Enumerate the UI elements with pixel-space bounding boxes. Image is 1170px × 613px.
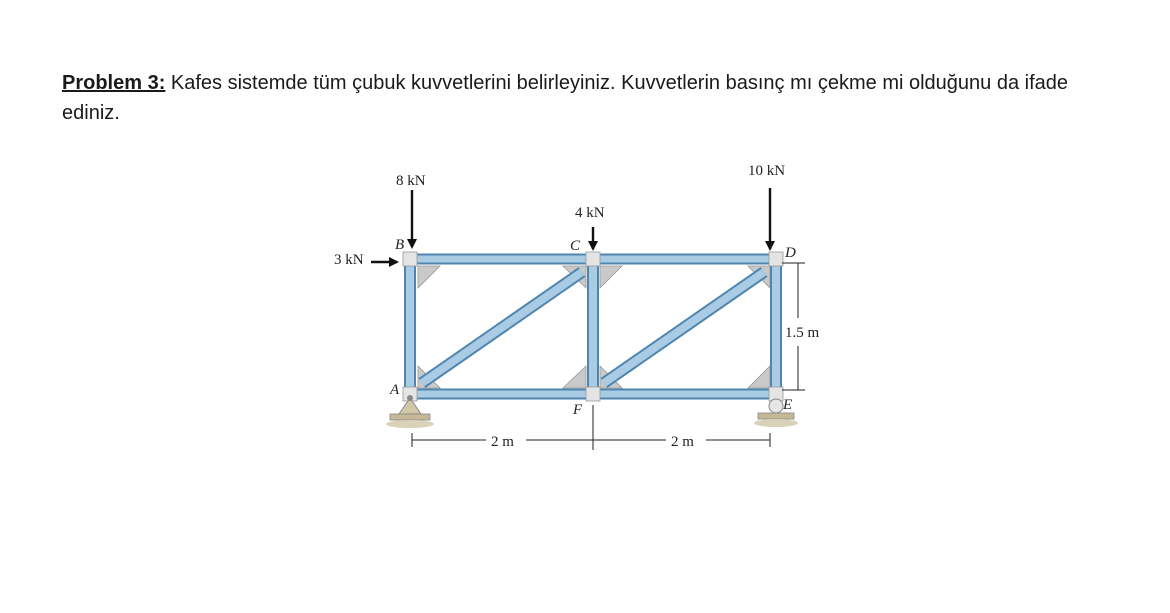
joint-label-e: E [783,397,793,413]
dimension-span-left: 2 m [491,434,514,450]
joint-label-c: C [570,238,581,254]
problem-text: Kafes sistemde tüm çubuk kuvvetlerini belirleyiniz. Kuvvetlerin basınç mı çekme mi olduğunu da ifade ediniz. [62,72,1069,124]
problem-heading: Problem 3: [62,72,166,94]
dimension-span-right: 2 m [671,434,694,450]
joint-label-d: D [785,245,796,261]
dimension-height: 1.5 m [785,325,820,341]
load-label-8kn: 8 kN [396,173,426,189]
joint-label-a: A [390,382,400,398]
pin-support-a [386,395,434,428]
load-label-4kn: 4 kN [575,205,605,221]
load-label-3kn: 3 kN [334,252,364,268]
joint-label-b: B [395,237,405,253]
load-label-10kn: 10 kN [748,163,786,179]
truss-members [408,256,777,398]
joint-label-f: F [573,402,583,418]
